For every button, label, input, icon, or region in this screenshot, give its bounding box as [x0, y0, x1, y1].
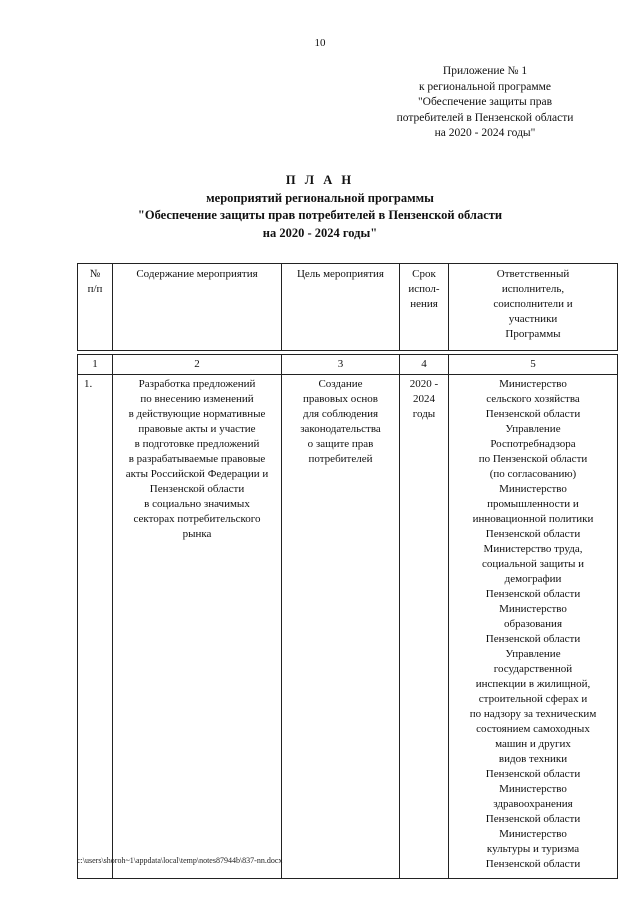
content-line: акты Российской Федерации и — [125, 468, 269, 480]
appendix-line: потребителей в Пензенской области — [396, 111, 574, 124]
term-line: 2020 - — [409, 378, 439, 390]
header-num-line: № — [89, 268, 101, 280]
content-line: в действующие нормативные — [128, 408, 266, 420]
executor-line: Пензенской области — [485, 408, 581, 420]
header-content: Содержание мероприятия — [113, 264, 282, 351]
plan-heading: П Л А Н — [285, 173, 355, 187]
header-executor-line: исполнитель, — [501, 283, 565, 295]
content-line: Разработка предложений — [138, 378, 256, 390]
goal-line: для соблюдения — [302, 408, 379, 420]
row-term — [400, 375, 449, 879]
goal-line: законодательства — [300, 423, 381, 435]
executor-line: состоянием самоходных — [476, 723, 590, 735]
column-number: 4 — [400, 355, 449, 375]
column-number: 2 — [113, 355, 282, 375]
executor-line: здравоохранения — [493, 798, 573, 810]
executor-line: Роспотребнадзора — [490, 438, 576, 450]
goal-line: о защите прав — [307, 438, 374, 450]
executor-line: (по согласованию) — [489, 468, 577, 480]
executor-line: видов техники — [498, 753, 568, 765]
header-term — [400, 264, 449, 351]
header-num — [78, 264, 113, 351]
table-row — [78, 375, 618, 879]
column-numbers-row — [78, 355, 618, 375]
executor-line: по надзору за техническим — [469, 708, 597, 720]
plan-title-line: "Обеспечение защиты прав потребителей в Пензенской области — [137, 208, 503, 222]
content-line: в социально значимых — [144, 498, 250, 510]
executor-line: строительной сферах и — [478, 693, 588, 705]
page-number: 10 — [314, 37, 326, 49]
executor-line: Пензенской области — [485, 858, 581, 870]
table-header-row — [78, 264, 618, 351]
executor-line: Министерство — [499, 483, 567, 495]
executor-line: образования — [503, 618, 563, 630]
content-line: правовые акты и участие — [138, 423, 256, 435]
content-line: рынка — [182, 528, 212, 540]
header-term-line: испол- — [408, 283, 440, 295]
term-line: годы — [412, 408, 436, 420]
content-line: в подготовке предложений — [134, 438, 260, 450]
executor-line: демографии — [504, 573, 562, 585]
content-line: по внесению изменений — [140, 393, 254, 405]
executor-line: Пензенской области — [485, 813, 581, 825]
executor-line: Пензенской области — [485, 633, 581, 645]
executor-line: Пензенской области — [485, 768, 581, 780]
header-term-line: Срок — [412, 268, 436, 280]
executor-line: Министерство — [499, 783, 567, 795]
header-executor-line: соисполнители и — [493, 298, 573, 310]
appendix-header — [380, 64, 590, 142]
executor-line: машин и других — [495, 738, 571, 750]
executor-line: инновационной политики — [472, 513, 594, 525]
header-executor-line: Ответственный — [496, 268, 570, 280]
row-executors — [449, 375, 618, 879]
plan-title-line: мероприятий региональной программы — [206, 190, 434, 205]
term-line: 2024 — [413, 393, 435, 405]
appendix-line: Приложение № 1 — [442, 65, 528, 77]
header-executor-line: Программы — [505, 328, 561, 340]
executor-line: сельского хозяйства — [486, 393, 580, 405]
appendix-line: к региональной программе — [418, 80, 552, 93]
plan-table — [77, 263, 618, 879]
executor-line: Пензенской области — [485, 588, 581, 600]
executor-line: Министерство — [499, 378, 567, 390]
column-number: 5 — [449, 355, 618, 375]
executor-line: Министерство — [499, 828, 567, 840]
executor-line: культуры и туризма — [486, 843, 580, 855]
row-content — [113, 375, 282, 879]
executor-line: Министерство труда, — [483, 543, 583, 555]
executor-line: промышленности и — [487, 498, 579, 510]
content-line: Пензенской области — [149, 483, 245, 495]
goal-line: правовых основ — [303, 393, 378, 405]
executor-line: Управление — [505, 423, 561, 435]
column-number: 1 — [78, 355, 113, 375]
appendix-line: "Обеспечение защиты прав — [417, 96, 553, 108]
executor-line: Пензенской области — [485, 528, 581, 540]
header-executor — [449, 264, 618, 351]
appendix-line: на 2020 - 2024 годы" — [434, 127, 536, 139]
header-executor-line: участники — [508, 313, 558, 325]
content-line: в разрабатываемые правовые — [128, 453, 266, 465]
header-goal: Цель мероприятия — [282, 264, 400, 351]
plan-title — [60, 172, 580, 242]
goal-line: потребителей — [308, 453, 373, 465]
row-num: 1. — [78, 375, 113, 879]
content-line: секторах потребительского — [133, 513, 261, 525]
row-goal — [282, 375, 400, 879]
footer-file-path: c:\users\shoroh~1\appdata\local\temp\notes87944b\837-nn.docx — [77, 856, 283, 865]
executor-line: инспекции в жилищной, — [475, 678, 591, 690]
plan-title-line: на 2020 - 2024 годы" — [262, 225, 378, 240]
goal-line: Создание — [318, 378, 363, 390]
executor-line: социальной защиты и — [481, 558, 585, 570]
header-term-line: нения — [410, 298, 438, 310]
executor-line: государственной — [493, 663, 573, 675]
header-num-line: п/п — [87, 283, 103, 295]
executor-line: по Пензенской области — [478, 453, 588, 465]
executor-line: Управление — [505, 648, 561, 660]
column-number: 3 — [282, 355, 400, 375]
executor-line: Министерство — [499, 603, 567, 615]
